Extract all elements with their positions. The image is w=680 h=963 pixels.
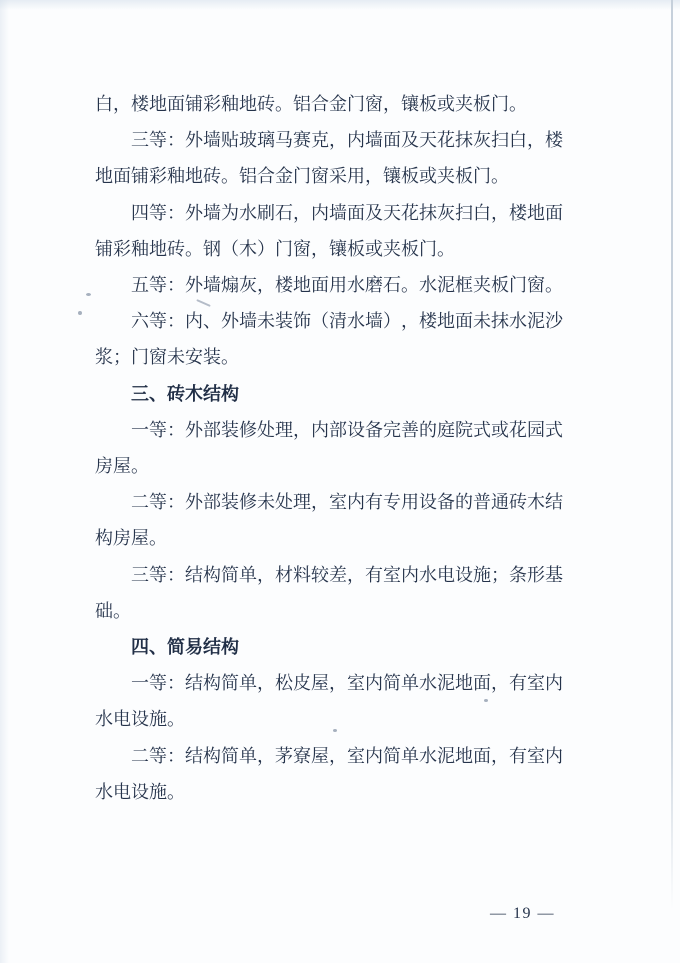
body-paragraph: 二等：结构简单，茅寮屋，室内简单水泥地面，有室内水电设施。 (95, 745, 563, 802)
section-heading: 四、简易结构 (131, 637, 239, 658)
scan-edge-line (671, 0, 673, 910)
scan-top-tint (0, 0, 680, 10)
body-paragraph: 白，楼地面铺彩釉地砖。铝合金门窗，镶板或夹板门。 (95, 94, 527, 114)
scan-left-tint (0, 0, 9, 963)
body-paragraph: 六等：内、外墙未装饰（清水墙），楼地面未抹水泥沙浆；门窗未安装。 (95, 311, 563, 368)
body-paragraph: 三等：结构简单，材料较差，有室内水电设施；条形基础。 (95, 564, 563, 621)
body-paragraph: 一等：结构简单，松皮屋，室内简单水泥地面，有室内水电设施。 (95, 673, 563, 730)
body-paragraph: 二等：外部装修未处理，室内有专用设备的普通砖木结构房屋。 (95, 492, 563, 549)
page-number: — 19 — (490, 905, 555, 922)
body-paragraph: 三等：外墙贴玻璃马赛克，内墙面及天花抹灰扫白，楼地面铺彩釉地砖。铝合金门窗采用，镶板或夹板门。 (95, 130, 563, 187)
document-body (95, 86, 565, 810)
page-footer (0, 905, 680, 935)
body-paragraph: 四等：外墙为水刷石，内墙面及天花抹灰扫白，楼地面铺彩釉地砖。钢（木）门窗，镶板或夹板门。 (95, 202, 563, 259)
section-heading: 三、砖木结构 (131, 383, 239, 404)
scan-speck (78, 311, 82, 315)
body-paragraph: 五等：外墙煽灰，楼地面用水磨石。水泥框夹板门窗。 (131, 275, 563, 296)
body-paragraph: 一等：外部装修处理，内部设备完善的庭院式或花园式房屋。 (95, 419, 563, 477)
scan-speck (86, 293, 91, 296)
